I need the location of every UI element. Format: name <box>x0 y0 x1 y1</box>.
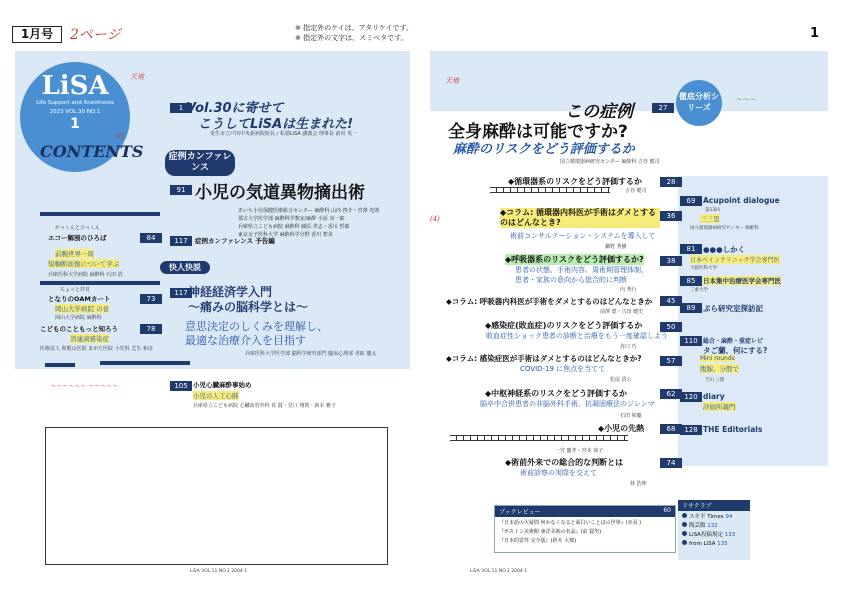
header-note-2: ※ 指定外の文字は、スミベタです。 <box>295 34 408 42</box>
case-conference-label: 症例カンファレンス <box>165 150 235 176</box>
sidebar-sub-2: 腹腺、分散で <box>700 365 739 373</box>
main-title-2: 全身麻酔は可能ですか? <box>448 122 628 142</box>
page-hand-note: 2ページ <box>70 27 121 43</box>
page-number: 1 <box>809 26 819 41</box>
series-badge: 徹底分析シリーズ <box>676 80 722 126</box>
hand-annotation: 〜〜〜 <box>735 96 756 104</box>
item-title: 小児の気道異物摘出術 <box>195 183 365 203</box>
row-number: 28 <box>660 177 682 187</box>
main-subtitle: 麻酔のリスクをどう評価するか <box>453 142 635 157</box>
item-number: 27 <box>652 103 674 113</box>
sidebar-author: 国立循環器病研究センター 麻酔科 <box>690 226 759 231</box>
row-sub: COVID-19 に焦点を当てて <box>520 365 606 373</box>
sidebar-title: 日本集中治療医学会専門医 <box>703 277 781 285</box>
lisa-subtitle: Life Support and Anesthesia <box>36 100 114 106</box>
lisa-issue: 1 <box>70 116 80 132</box>
sidebar-title: がっくんとひっくん <box>55 225 101 231</box>
lisa-club-title: リサクラブ <box>678 500 750 511</box>
sidebar-title-2: 短軸断面像について学ぶ <box>48 260 120 268</box>
row-title: ◆小児の先熱 <box>598 424 645 433</box>
author-line: 兵庫県立こども病院 麻酔科 藤原 孝志・香川 哲郎 <box>238 224 350 230</box>
row-title: ◆中枢神経系のリスクをどう評価するか <box>485 389 627 398</box>
item-title: 症例カンファレンス 予告編 <box>195 237 275 245</box>
item-title: 神経経済学入門 <box>188 285 273 299</box>
item-title-2: 小児の人工心肺 <box>193 392 239 400</box>
item-sub: 意思決定のしくみを理解し、 <box>185 320 328 333</box>
row-title: ◆呼吸器系のリスクをどう評価するか? <box>505 255 644 264</box>
sidebar-sub: 岡山大学病院 の巻 <box>55 305 110 313</box>
row-title: ◆循環器系のリスクをどう評価するか <box>508 177 642 186</box>
item-title-2: こうしてLiSAは生まれた! <box>198 117 354 132</box>
row-author: 石田 和慶 <box>620 413 642 419</box>
main-author: 国立循環器病研究センター 麻酔科 吉谷 健司 <box>560 159 660 165</box>
item-number: 105 <box>170 381 192 391</box>
lisa-club-item: LiSA投稿規定 133 <box>682 531 746 540</box>
item-title: 小児心臓麻酔事始め <box>193 381 252 389</box>
row-number: 45 <box>660 296 682 306</box>
sidebar-title: こどものこともっと知ろう <box>40 325 118 333</box>
book-review-title: ブックレビュー <box>499 509 541 516</box>
item-author: 兵庫医科大学医学部 脳科学研究部門 臨床心理部 香取 慶太 <box>245 351 377 357</box>
sidebar-number: 110 <box>680 336 702 346</box>
row-author: 松尾 貴公 <box>610 377 632 383</box>
lisa-volume: 2023 VOL.30 NO.1 <box>49 109 101 115</box>
book-review-item: 『日本的霊性 完全版』(鈴木 大拙) <box>499 538 577 544</box>
hand-annotation: (4) <box>430 215 440 223</box>
column-label: 快人快説 <box>160 261 210 274</box>
left-footer: LiSA VOL.11 NO.1 2004-1 <box>190 569 248 574</box>
sidebar-title: THE Editorials <box>703 425 763 434</box>
hand-annotation: (4) <box>115 133 124 140</box>
sidebar-author: 吉川 三郎 <box>705 378 725 383</box>
sidebar-title-2: 日本ペインクリニック学会専門医 <box>690 257 780 264</box>
item-author: 兵庫県立こども病院 心臓血管外科 真 賢・堂口 翔則・新本 雅子 <box>193 403 336 409</box>
row-sub: 敗血症性ショック患者の診断と治療をもう一度確認しよう <box>486 332 668 340</box>
row-sub: 脳卒中合併患者の非脳外科手術、抗凝固療法のジレンマ <box>480 400 655 408</box>
book-review-item: 『日本語の大疑問 何かなくなると面白いことばの世界』(赤羽 ) <box>499 520 642 526</box>
hand-annotation: 〜〜〜〜〜〜 〜〜〜〜〜 <box>50 383 118 390</box>
row-number: 74 <box>660 458 682 468</box>
row-author: 谷口 巧 <box>620 344 637 350</box>
row-number: 68 <box>660 424 682 434</box>
sidebar-author: 三重大学 <box>690 288 708 293</box>
row-sub: 患者の状態、手術内容、周術期管理体制、 <box>515 266 648 274</box>
row-number: 36 <box>660 211 682 221</box>
row-title: ◆術前外来での総合的な判断とは <box>505 458 624 467</box>
header-note-1: ※ 指定外のケイは、アタリケイです。 <box>295 24 413 32</box>
lisa-club-item: 陶芸館 132 <box>682 522 746 531</box>
row-author: 吉谷 健司 <box>625 188 647 194</box>
sidebar-title: 総合・麻酔・重症レビ <box>703 338 764 345</box>
sidebar-number: 85 <box>680 276 702 286</box>
placeholder-boxes <box>490 187 610 193</box>
row-sub: 術前コンサルテーション・システムを導入して <box>510 232 656 240</box>
row-author: 鎌野 秀樹 <box>605 244 627 250</box>
sidebar-sub: 溶連菌感染症 <box>70 335 109 343</box>
author-line: 東京女子医科大学 麻酔科学分野 香川 智美 <box>238 232 333 238</box>
section-bar <box>100 361 190 365</box>
month-tab: 1月号 <box>12 26 62 43</box>
sidebar-author: 兵庫医科大学病院 麻酔科 石田 浩 <box>48 272 123 278</box>
row-author: 一宮 慶孝・宮本 恭子 <box>555 448 604 454</box>
lisa-logo: LiSA <box>41 71 109 101</box>
row-sub: 術前診察の実際を交えて <box>520 469 597 477</box>
item-title-2: 〜痛みの脳科学とは〜 <box>188 300 309 314</box>
empty-frame <box>45 427 388 565</box>
sidebar-sub: 第13回 <box>705 208 720 213</box>
row-title: ◆感染症(敗血症)のリスクをどう評価するか <box>485 321 643 330</box>
sidebar-title: diary <box>703 392 725 401</box>
book-review-header <box>495 506 675 517</box>
section-bar <box>40 281 160 285</box>
sidebar-number: 73 <box>140 294 162 304</box>
author-line: あいち小児保健医療総合センター 麻酔科 山内 啓介・宮澤 光則 <box>238 208 380 214</box>
sidebar-title: ちょっと拝見 <box>60 287 91 293</box>
row-number: 62 <box>660 389 682 399</box>
row-title: ◆コラム: 循環器内科医が手術はダメとするのはどんなとき? <box>500 208 660 228</box>
sidebar-author: 岡山大学病院 麻酔科 <box>55 315 102 321</box>
sidebar-title-2: 評価所義門 <box>703 403 736 411</box>
book-review-item: 『ポストン美術館 東洋美術の名品』(前 賢男) <box>499 529 602 535</box>
placeholder-boxes <box>450 435 628 441</box>
row-title: ◆コラム: 呼吸器内科医が手術をダメとするのはどんなときか <box>446 297 653 306</box>
sidebar-author: 医療法人 和歌山医院 まがた医院 小児科 芝生 和彦 <box>40 346 153 352</box>
lisa-club-item: スキ半 Times 94 <box>682 513 746 522</box>
sidebar-title: 前腕世界一周 <box>55 250 94 258</box>
item-number: 1 <box>170 103 192 113</box>
item-author: 兎生市立戸田中央新病院院長 / 私塾LiSA 講義会 理事長 前田 英一 <box>210 131 358 137</box>
book-review-box <box>494 505 676 553</box>
sidebar-title: ぷら研究室探訪記 <box>703 304 763 313</box>
hand-annotation: 天地 <box>445 77 459 85</box>
sidebar-title-2: となりのOAMカート <box>48 295 111 303</box>
section-bar <box>40 212 160 216</box>
item-number: 91 <box>170 185 192 195</box>
lisa-club-item: from LiSA 135 <box>682 540 746 549</box>
sidebar-author: 大阪医科大学 <box>690 266 717 271</box>
main-title-1: この症例 <box>565 102 633 122</box>
hand-annotation: 天地 <box>130 73 144 81</box>
item-sub-2: 最適な治療介入を目指す <box>185 334 306 347</box>
sidebar-number: 84 <box>140 233 162 243</box>
sidebar-number: 128 <box>680 425 702 435</box>
sidebar-title: Acupoint dialogue <box>703 196 780 205</box>
row-sub-2: 患者・家族の意向から総合的に判断 <box>515 276 627 284</box>
row-title: ◆コラム: 感染症医が手術はダメとするのはどんなときか? <box>446 354 642 363</box>
right-footer: LiSA VOL.11 NO.1 2004-1 <box>470 569 528 574</box>
row-author: 前澤 寛・吉田 健史 <box>600 309 644 315</box>
sidebar-title: ●●●しかく <box>703 245 746 254</box>
book-review-number: 60 <box>663 507 671 514</box>
sidebar-title-2: タご蘭、何にする? <box>703 346 768 355</box>
sidebar-number: 69 <box>680 196 702 206</box>
item-number: 117 <box>170 288 192 298</box>
author-line: 那古大学医学部 麻酔科学教室/麻酔 小原 亮一郎 <box>238 216 345 222</box>
row-number: 38 <box>660 256 682 266</box>
sidebar-number: 78 <box>140 324 162 334</box>
row-author: 内 秀行 <box>620 287 637 293</box>
contents-heading: CONTENTS <box>40 142 144 161</box>
item-title: Vol.30に寄せて <box>186 101 284 116</box>
lisa-club-box <box>678 500 750 560</box>
sidebar-sub: Mini rounds <box>700 355 735 362</box>
sidebar-number: 120 <box>680 392 702 402</box>
sidebar-title-2: エコー解剖のひろば <box>48 234 107 242</box>
section-bar <box>45 363 75 367</box>
row-author: 林 浩伸 <box>630 481 647 487</box>
sidebar-sub-2: 三三里 <box>700 215 720 223</box>
row-number: 50 <box>660 322 682 332</box>
sidebar-number: 89 <box>680 303 702 313</box>
row-number: 57 <box>660 356 682 366</box>
sidebar-number: 81 <box>680 244 702 254</box>
item-number: 117 <box>170 236 192 246</box>
